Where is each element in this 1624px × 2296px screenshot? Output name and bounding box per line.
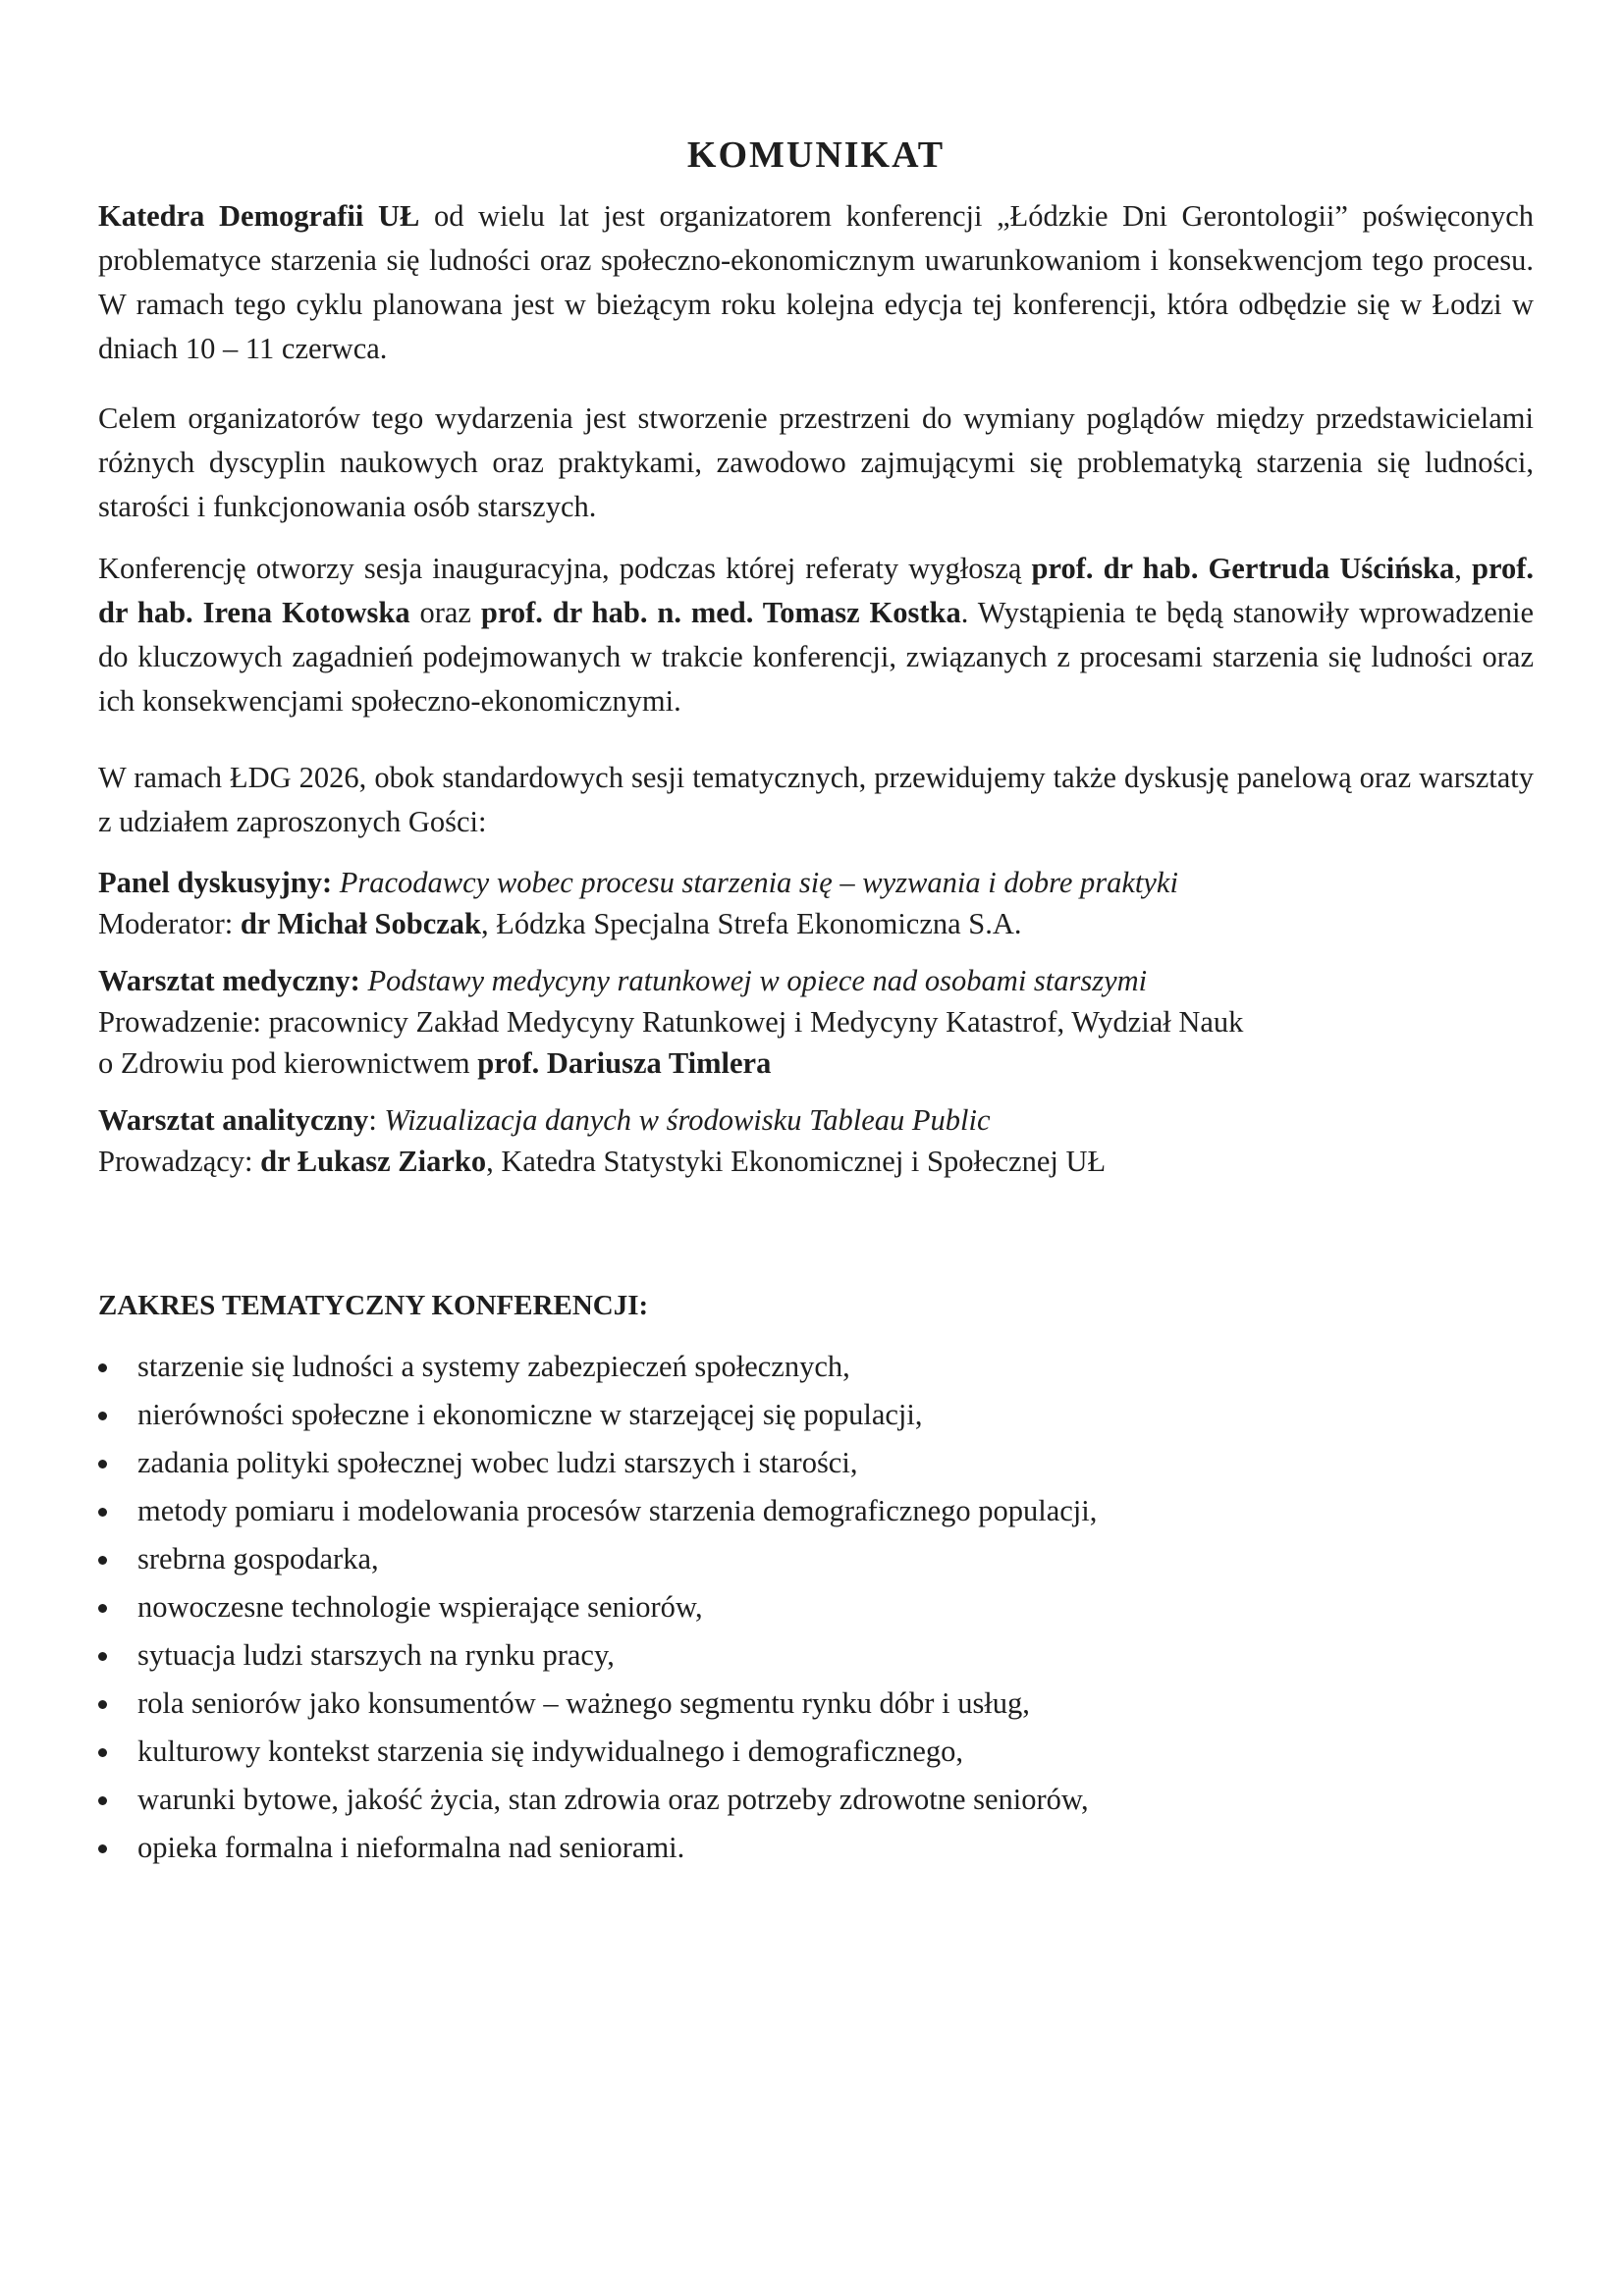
bullet-icon (98, 1508, 107, 1517)
panel-line (98, 862, 1534, 903)
panel-label: Panel dyskusyjny: (98, 866, 333, 899)
opening-text-1: Konferencję otworzy sesja inauguracyjna, podczas której referaty wygłoszą (98, 552, 1032, 585)
list-item-text: rola seniorów jako konsumentów – ważnego segmentu rynku dóbr i usług, (137, 1686, 1030, 1720)
speaker-3: prof. dr hab. n. med. Tomasz Kostka (480, 596, 961, 629)
analytic-lead-affiliation: , Katedra Statystyki Ekonomicznej i Społecznej UŁ (486, 1145, 1107, 1178)
goal-paragraph: Celem organizatorów tego wydarzenia jest stworzenie przestrzeni do wymiany poglądów między przedstawicielami różnych dyscyplin naukowych oraz praktykami, zawodowo zajmującymi się problematyką starzenia się ludności, starości i funkcjonowania osób starszych. (98, 401, 1534, 523)
list-item (98, 1728, 1534, 1776)
bullet-icon (98, 1652, 107, 1661)
list-item-text: metody pomiaru i modelowania procesów starzenia demograficznego populacji, (137, 1494, 1098, 1527)
analytic-colon: : (368, 1103, 377, 1137)
list-item-text: nierówności społeczne i ekonomiczne w starzejącej się populacji, (137, 1398, 923, 1431)
analytic-workshop-topic: Wizualizacja danych w środowisku Tableau Public (384, 1103, 991, 1137)
list-item (98, 1439, 1534, 1487)
scope-heading: ZAKRES TEMATYCZNY KONFERENCJI: (98, 1290, 649, 1321)
analytic-workshop-label: Warsztat analityczny (98, 1103, 369, 1137)
medical-lead-name: prof. Dariusza Timlera (477, 1046, 772, 1080)
list-item-text: zadania polityki społecznej wobec ludzi starszych i starości, (137, 1446, 858, 1479)
moderator-label: Moderator: (98, 907, 241, 940)
list-item (98, 1391, 1534, 1439)
bullet-icon (98, 1460, 107, 1468)
list-item-text: warunki bytowe, jakość życia, stan zdrowia oraz potrzeby zdrowotne seniorów, (137, 1783, 1089, 1816)
medical-workshop-label: Warsztat medyczny: (98, 964, 360, 997)
medical-lead-text: o Zdrowiu pod kierownictwem (98, 1046, 478, 1080)
bullet-icon (98, 1748, 107, 1757)
scope-list (98, 1343, 1534, 1872)
list-item-text: opieka formalna i nieformalna nad seniorami. (137, 1831, 685, 1864)
medical-workshop-block (98, 960, 1534, 1084)
speaker-1: prof. dr hab. Gertruda Uścińska (1031, 552, 1455, 585)
bullet-icon (98, 1796, 107, 1805)
panel-topic: Pracodawcy wobec procesu starzenia się – wyzwania i dobre praktyki (339, 866, 1178, 899)
medical-workshop-line (98, 960, 1534, 1001)
opening-text-4: . Wystąpienia te będą stanowiły wprowadzenie do kluczowych zagadnień podejmowanych w trakcie konferencji, związanych z procesami starzenia się ludności oraz ich konsekwencjami społeczno-ekonomicznymi. (98, 596, 1534, 718)
panel-moderator-line (98, 903, 1534, 944)
list-item (98, 1343, 1534, 1391)
opening-text-2: , (1454, 552, 1473, 585)
list-item-text: srebrna gospodarka, (137, 1542, 379, 1575)
analytic-workshop-line (98, 1099, 1534, 1141)
list-item-text: kulturowy kontekst starzenia się indywidualnego i demograficznego, (137, 1735, 964, 1768)
page-title: KOMUNIKAT (686, 134, 946, 176)
list-item-text: nowoczesne technologie wspierające seniorów, (137, 1590, 703, 1624)
bullet-icon (98, 1604, 107, 1613)
speaker-2: prof. dr hab. Irena Kotowska (98, 552, 1534, 629)
panel-block (98, 862, 1534, 944)
organizer-name: Katedra Demografii UŁ (98, 199, 420, 233)
bullet-icon (98, 1412, 107, 1420)
medical-workshop-lead-line-2 (98, 1042, 1534, 1084)
moderator-name: dr Michał Sobczak (240, 907, 481, 940)
medical-workshop-lead-line-1: Prowadzenie: pracownicy Zakład Medycyny Ratunkowej i Medycyny Katastrof, Wydział Nauk (98, 1005, 1244, 1039)
bullet-icon (98, 1556, 107, 1565)
list-item (98, 1487, 1534, 1535)
list-item (98, 1583, 1534, 1631)
list-item (98, 1680, 1534, 1728)
intro-paragraph (98, 194, 1534, 371)
intro-text: od wielu lat jest organizatorem konferencji „Łódzkie Dni Gerontologii” poświęconych problematyce starzenia się ludności oraz społeczno-ekonomicznym uwarunkowaniom i konsekwencjom tego procesu. W ramach tego cyklu planowana jest w bieżącym roku kolejna edycja tej konferencji, która odbędzie się w Łodzi w dniach 10 – 11 czerwca. (98, 199, 1534, 365)
analytic-lead-name: dr Łukasz Ziarko (260, 1145, 487, 1178)
list-item (98, 1776, 1534, 1824)
bullet-icon (98, 1700, 107, 1709)
medical-workshop-topic: Podstawy medycyny ratunkowej w opiece nad osobami starszymi (367, 964, 1148, 997)
moderator-affiliation: , Łódzka Specjalna Strefa Ekonomiczna S.A. (481, 907, 1022, 940)
list-item-text: sytuacja ludzi starszych na rynku pracy, (137, 1638, 615, 1672)
bullet-icon (98, 1363, 107, 1372)
analytic-lead-label: Prowadzący: (98, 1145, 261, 1178)
program-intro-paragraph: W ramach ŁDG 2026, obok standardowych sesji tematycznych, przewidujemy także dyskusję panelową oraz warsztaty z udziałem zaproszonych Gości: (98, 761, 1534, 838)
analytic-workshop-block (98, 1099, 1534, 1182)
analytic-workshop-lead-line (98, 1141, 1534, 1182)
list-item (98, 1824, 1534, 1872)
opening-text-3: oraz (409, 596, 481, 629)
opening-paragraph (98, 547, 1534, 723)
bullet-icon (98, 1844, 107, 1853)
list-item-text: starzenie się ludności a systemy zabezpieczeń społecznych, (137, 1350, 850, 1383)
list-item (98, 1631, 1534, 1680)
list-item (98, 1535, 1534, 1583)
